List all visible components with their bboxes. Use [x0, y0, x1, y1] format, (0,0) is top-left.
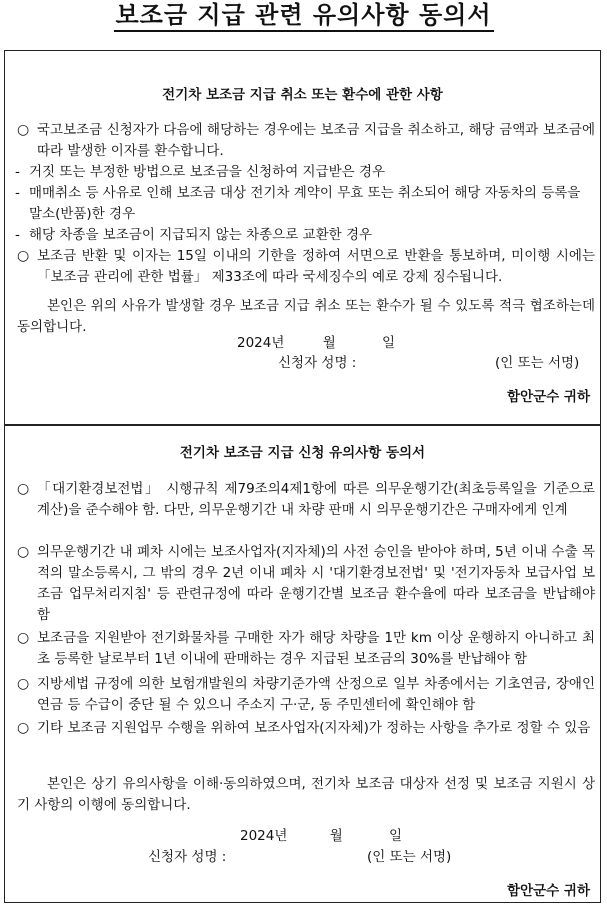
section-withdrawal-box — [4, 50, 601, 425]
circle-bullet-icon: ○ — [17, 720, 30, 736]
section2-addressee: 함안군수 귀하 — [507, 883, 590, 899]
document-title: 보조금 지급 관련 유의사항 동의서 — [0, 4, 607, 30]
section1-addressee: 함안군수 귀하 — [507, 389, 590, 405]
section1-dash-1: - 거짓 또는 부정한 방법으로 보조금을 신청하여 지급받은 경우 — [15, 162, 590, 183]
section1-dash-3: - 해당 차종을 보조금이 지급되지 않는 차종으로 교환한 경우 — [15, 225, 590, 246]
section2-bullet-5: ○ 기타 보조금 지원업무 수행을 위하여 보조사업자(지자체)가 정하는 사항을 추가로 정할 수 있음 — [17, 718, 595, 739]
section2-bullet-4: ○ 지방세법 규정에 의한 보험개발원의 차량기준가액 산정으로 일부 차종에서는 기초연금, 장애인연금 등 수급이 중단 될 수 있으니 주소지 구·군, 동 주민센터에 확인해야 함 — [17, 676, 595, 713]
section2-date: 2024년 월 일 — [240, 828, 403, 844]
section1-bullet-2: ○ 보조금 반환 및 이자는 15일 이내의 기한을 정하여 서면으로 반환을 통보하며, 미이행 시에는 「보조금 관리에 관한 법률」 제33조에 따라 국세징수의 예로 강제 징수됩니다. — [17, 248, 595, 285]
section2-bullet-1: ○ 「대기환경보전법」 시행규칙 제79조의4제1항에 따른 의무운행기간(최초등록일을 기준으로 계산)을 준수해야 함. 다만, 의무운행기간 내 차량 판매 시 의무운행기간은 구매자에게 인계 — [17, 481, 595, 518]
section1-heading: 전기차 보조금 지급 취소 또는 환수에 관한 사항 — [162, 87, 443, 103]
circle-bullet-icon: ○ — [17, 122, 30, 138]
circle-bullet-icon: ○ — [17, 544, 30, 560]
section1-sign-field[interactable]: (인 또는 서명) — [495, 355, 580, 371]
dash-icon: - — [15, 164, 20, 180]
section2-heading: 전기차 보조금 지급 신청 유의사항 동의서 — [179, 445, 426, 461]
section1-agreement: 본인은 위의 사유가 발생할 경우 보조금 지급 취소 또는 환수가 될 수 있도록 적극 협조하는데 동의합니다. — [17, 298, 595, 335]
section-application-box — [4, 425, 601, 903]
circle-bullet-icon: ○ — [17, 630, 30, 646]
section1-applicant-name-label: 신청자 성명 : — [278, 355, 357, 371]
section2-applicant-name-label: 신청자 성명 : — [148, 849, 227, 865]
section1-date: 2024년 월 일 — [237, 335, 396, 351]
dash-icon: - — [15, 227, 20, 243]
section2-bullet-2: ○ 의무운행기간 내 폐차 시에는 보조사업자(지자체)의 사전 승인을 받아야 하며, 5년 이내 수출 목적의 말소등록시, 그 밖의 경우 2년 이내 폐차 시 '대기환경보전법' 및 '전기자동차 보급사업 보조금 업무처리지침' 등 관련규정에 따라 운행기간별 보조금 환수율에 따라 보조금을 반납해야 함 — [17, 544, 595, 623]
circle-bullet-icon: ○ — [17, 481, 30, 497]
section1-dash-2: - 매매취소 등 사유로 인해 보조금 대상 전기차 계약이 무효 또는 취소되어 해당 자동차의 등록을 말소(반품)한 경우 — [15, 185, 581, 222]
circle-bullet-icon: ○ — [17, 248, 30, 264]
section2-bullet-3: ○ 보조금을 지원받아 전기화물차를 구매한 자가 해당 차량을 1만 km 이상 운행하지 아니하고 최초 등록한 날로부터 1년 이내에 판매하는 경우 지급된 보조금의 30%를 반납해야 함 — [17, 630, 595, 667]
dash-icon: - — [15, 185, 20, 201]
section1-bullet-1: ○ 국고보조금 신청자가 다음에 해당하는 경우에는 보조금 지급을 취소하고, 해당 금액과 보조금에 따라 발생한 이자를 환수합니다. — [17, 122, 595, 159]
section2-sign-field[interactable]: (인 또는 서명) — [367, 849, 452, 865]
circle-bullet-icon: ○ — [17, 676, 30, 692]
section2-agreement: 본인은 상기 유의사항을 이해·동의하였으며, 전기차 보조금 대상자 선정 및 보조금 지원시 상기 사항의 이행에 동의합니다. — [17, 776, 595, 813]
